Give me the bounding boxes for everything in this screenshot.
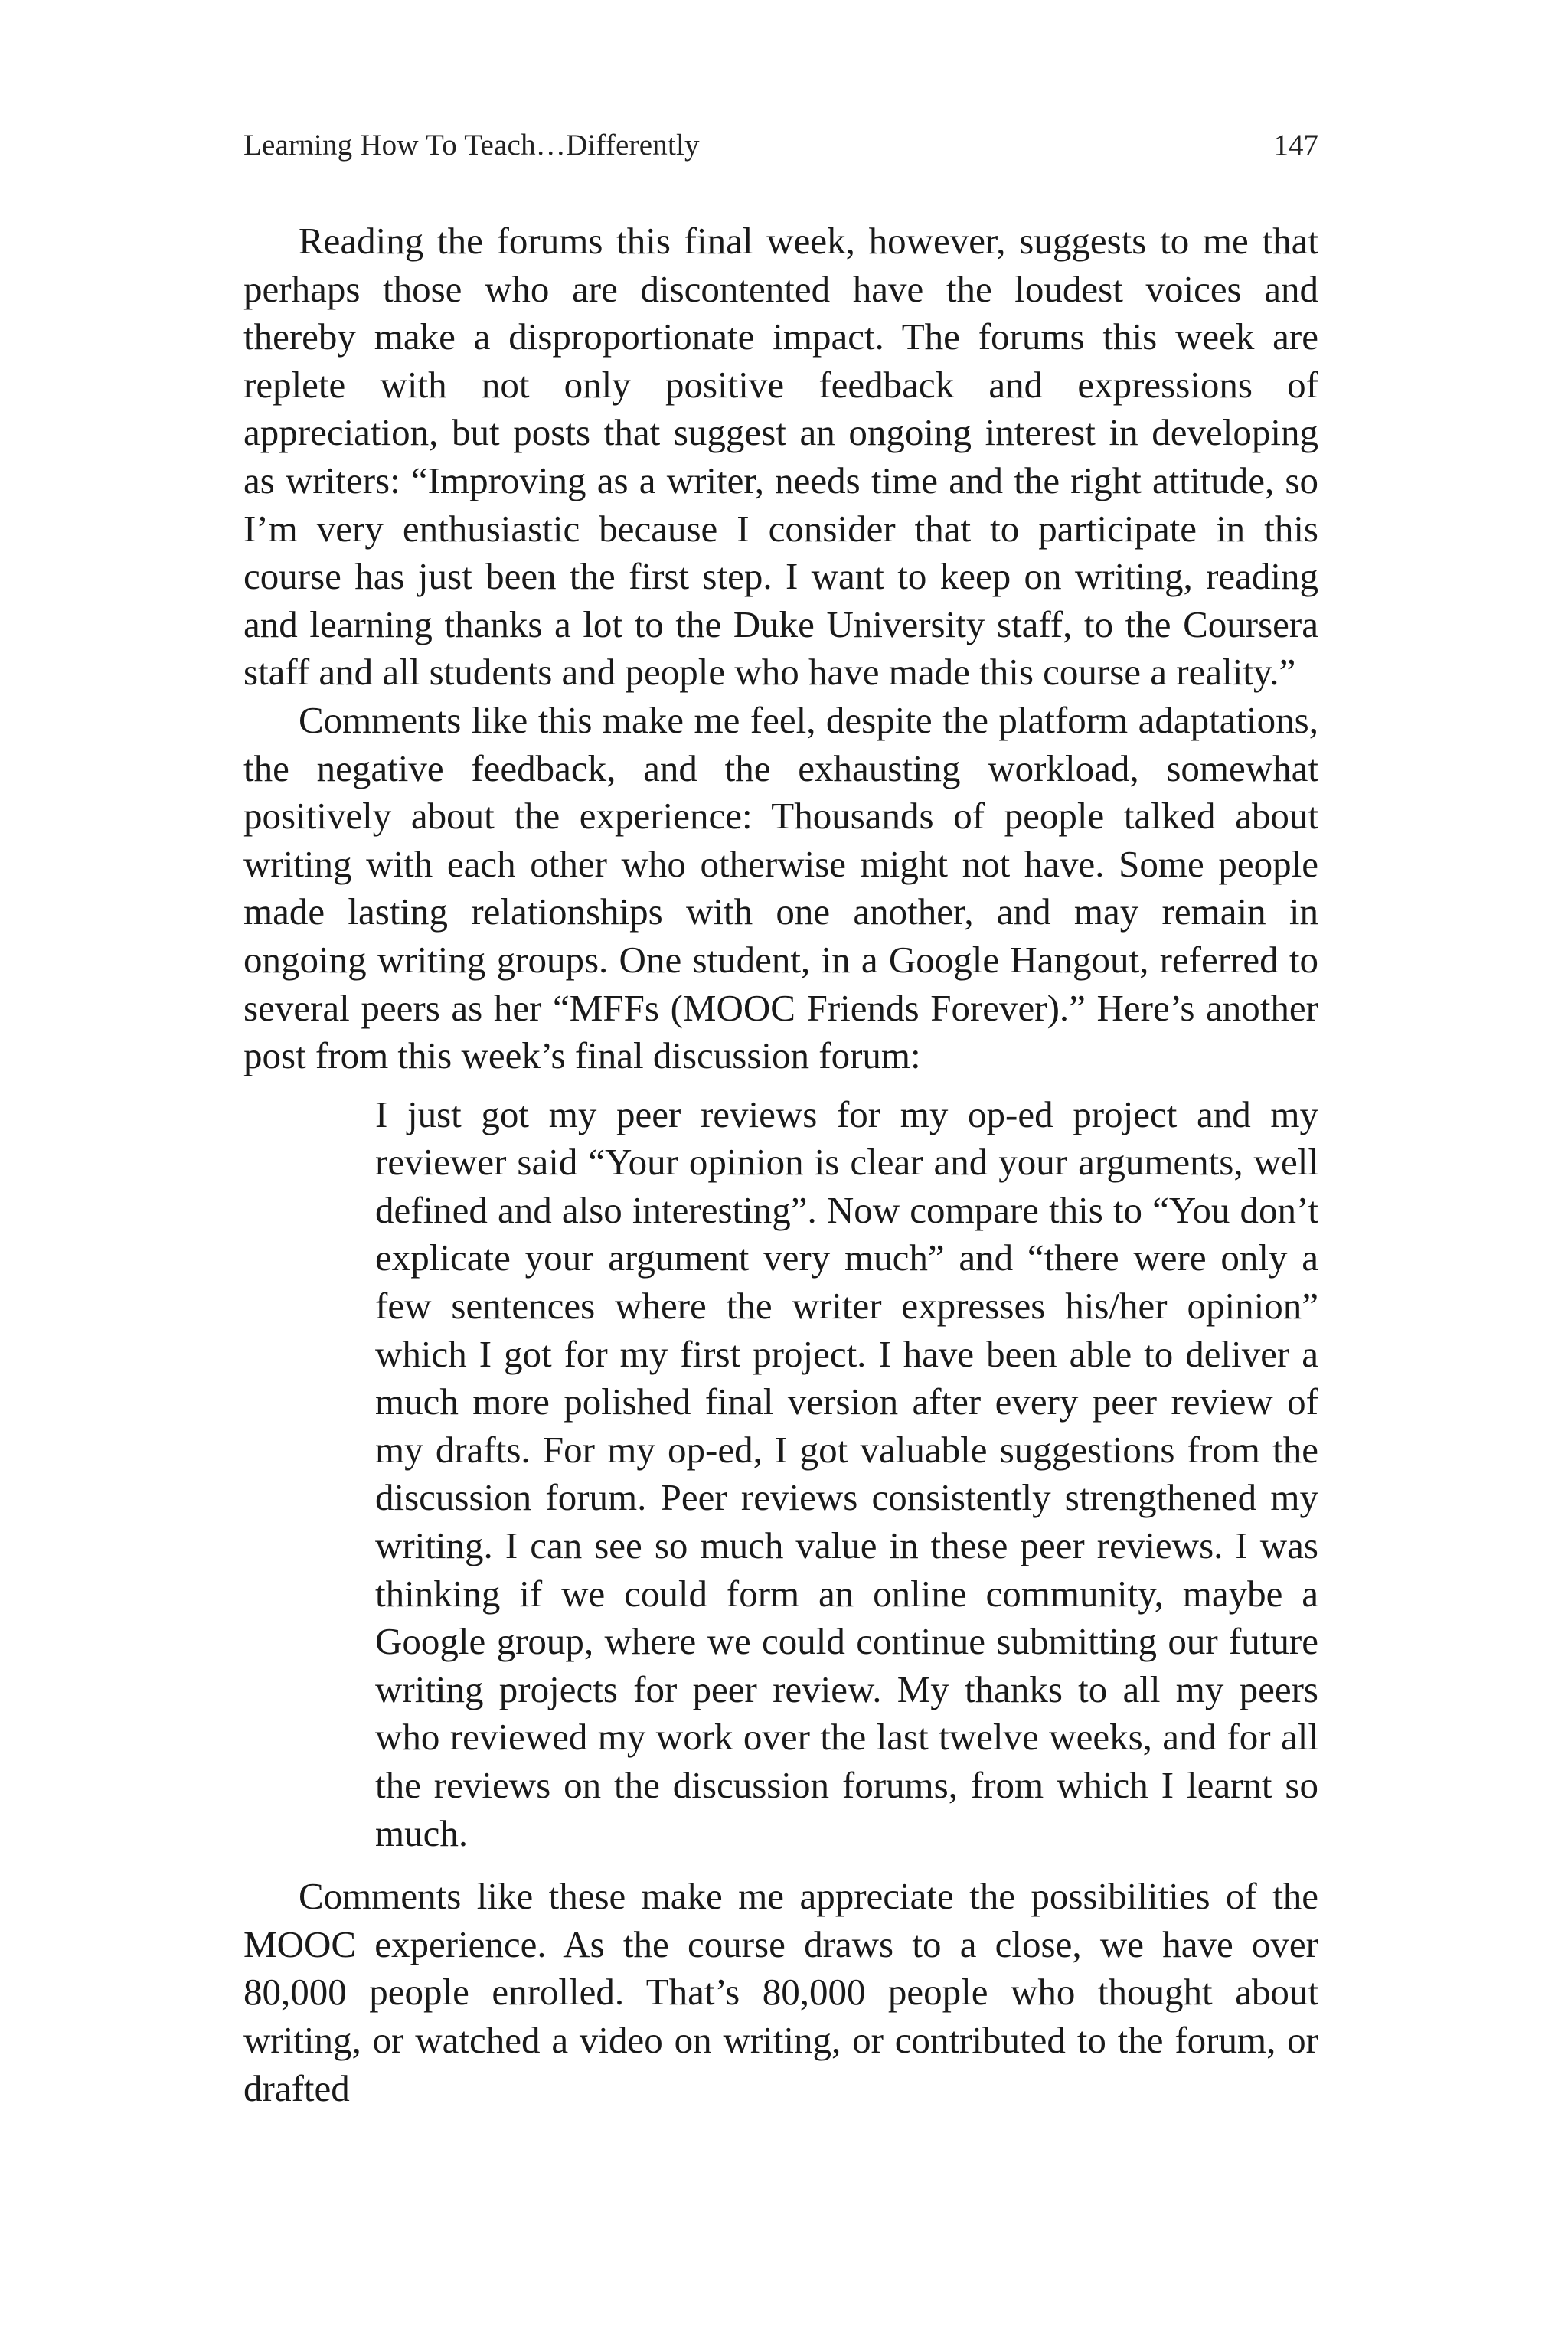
page-number: 147 [1273, 129, 1318, 162]
block-quote-peer-reviews: I just got my peer reviews for my op-ed project and my reviewer said “Your opinion is clear and your arguments, well defined and also interesting”. Now compare this to “You don’t explicate your argument very much” and “there were only a few sentences where the writer expresses his/her opinion” which I got for my first project. I have been able to deliver a much more polished final version after every peer review of my drafts. For my op-ed, I got valuable suggestions from the discussion forum. Peer reviews consistently strengthened my writing. I can see so much value in these peer reviews. I was thinking if we could form an online community, maybe a Google group, where we could continue submitting our future writing projects for peer review. My thanks to all my peers who reviewed my work over the last twelve weeks, and for all the reviews on the discussion forums, from which I learnt so much. [375, 1093, 1318, 1854]
paragraph-closing: Comments like these make me appreciate the possibilities of the MOOC experience. As the course draws to a close, we have over 80,000 people enrolled. That’s 80,000 people who thought about writing, or watched a video on writing, or contributed to the forum, or drafted [243, 1875, 1318, 2109]
running-head: Learning How To Teach…Differently [243, 129, 700, 162]
paragraph-comments-positive: Comments like this make me feel, despite the platform adaptations, the negative feedback, and the exhausting workload, somewhat positively about the experience: Thousands of people talked about writing with each other who otherwise might not have. Some people made lasting relationships with one another, and may remain in ongoing writing groups. One student, in a Google Hangout, referred to several peers as her “MFFs (MOOC Friends Forever).” Here’s another post from this week’s final discussion forum: [243, 698, 1318, 1077]
paragraph-forums-final-week: Reading the forums this final week, however, suggests to me that perhaps those who are discontented have the loudest voices and thereby make a disproportionate impact. The forums this week are replete with not only positive feedback and expressions of appreciation, but posts that suggest an ongoing interest in developing as writers: “Improving as a writer, needs time and the right attitude, so I’m very enthusiastic because I consider that to participate in this course has just been the first step. I want to keep on writing, reading and learning thanks a lot to the Duke University staff, to the Coursera staff and all students and people who have made this course a reality.” [243, 220, 1318, 694]
body-text [243, 217, 1318, 2112]
